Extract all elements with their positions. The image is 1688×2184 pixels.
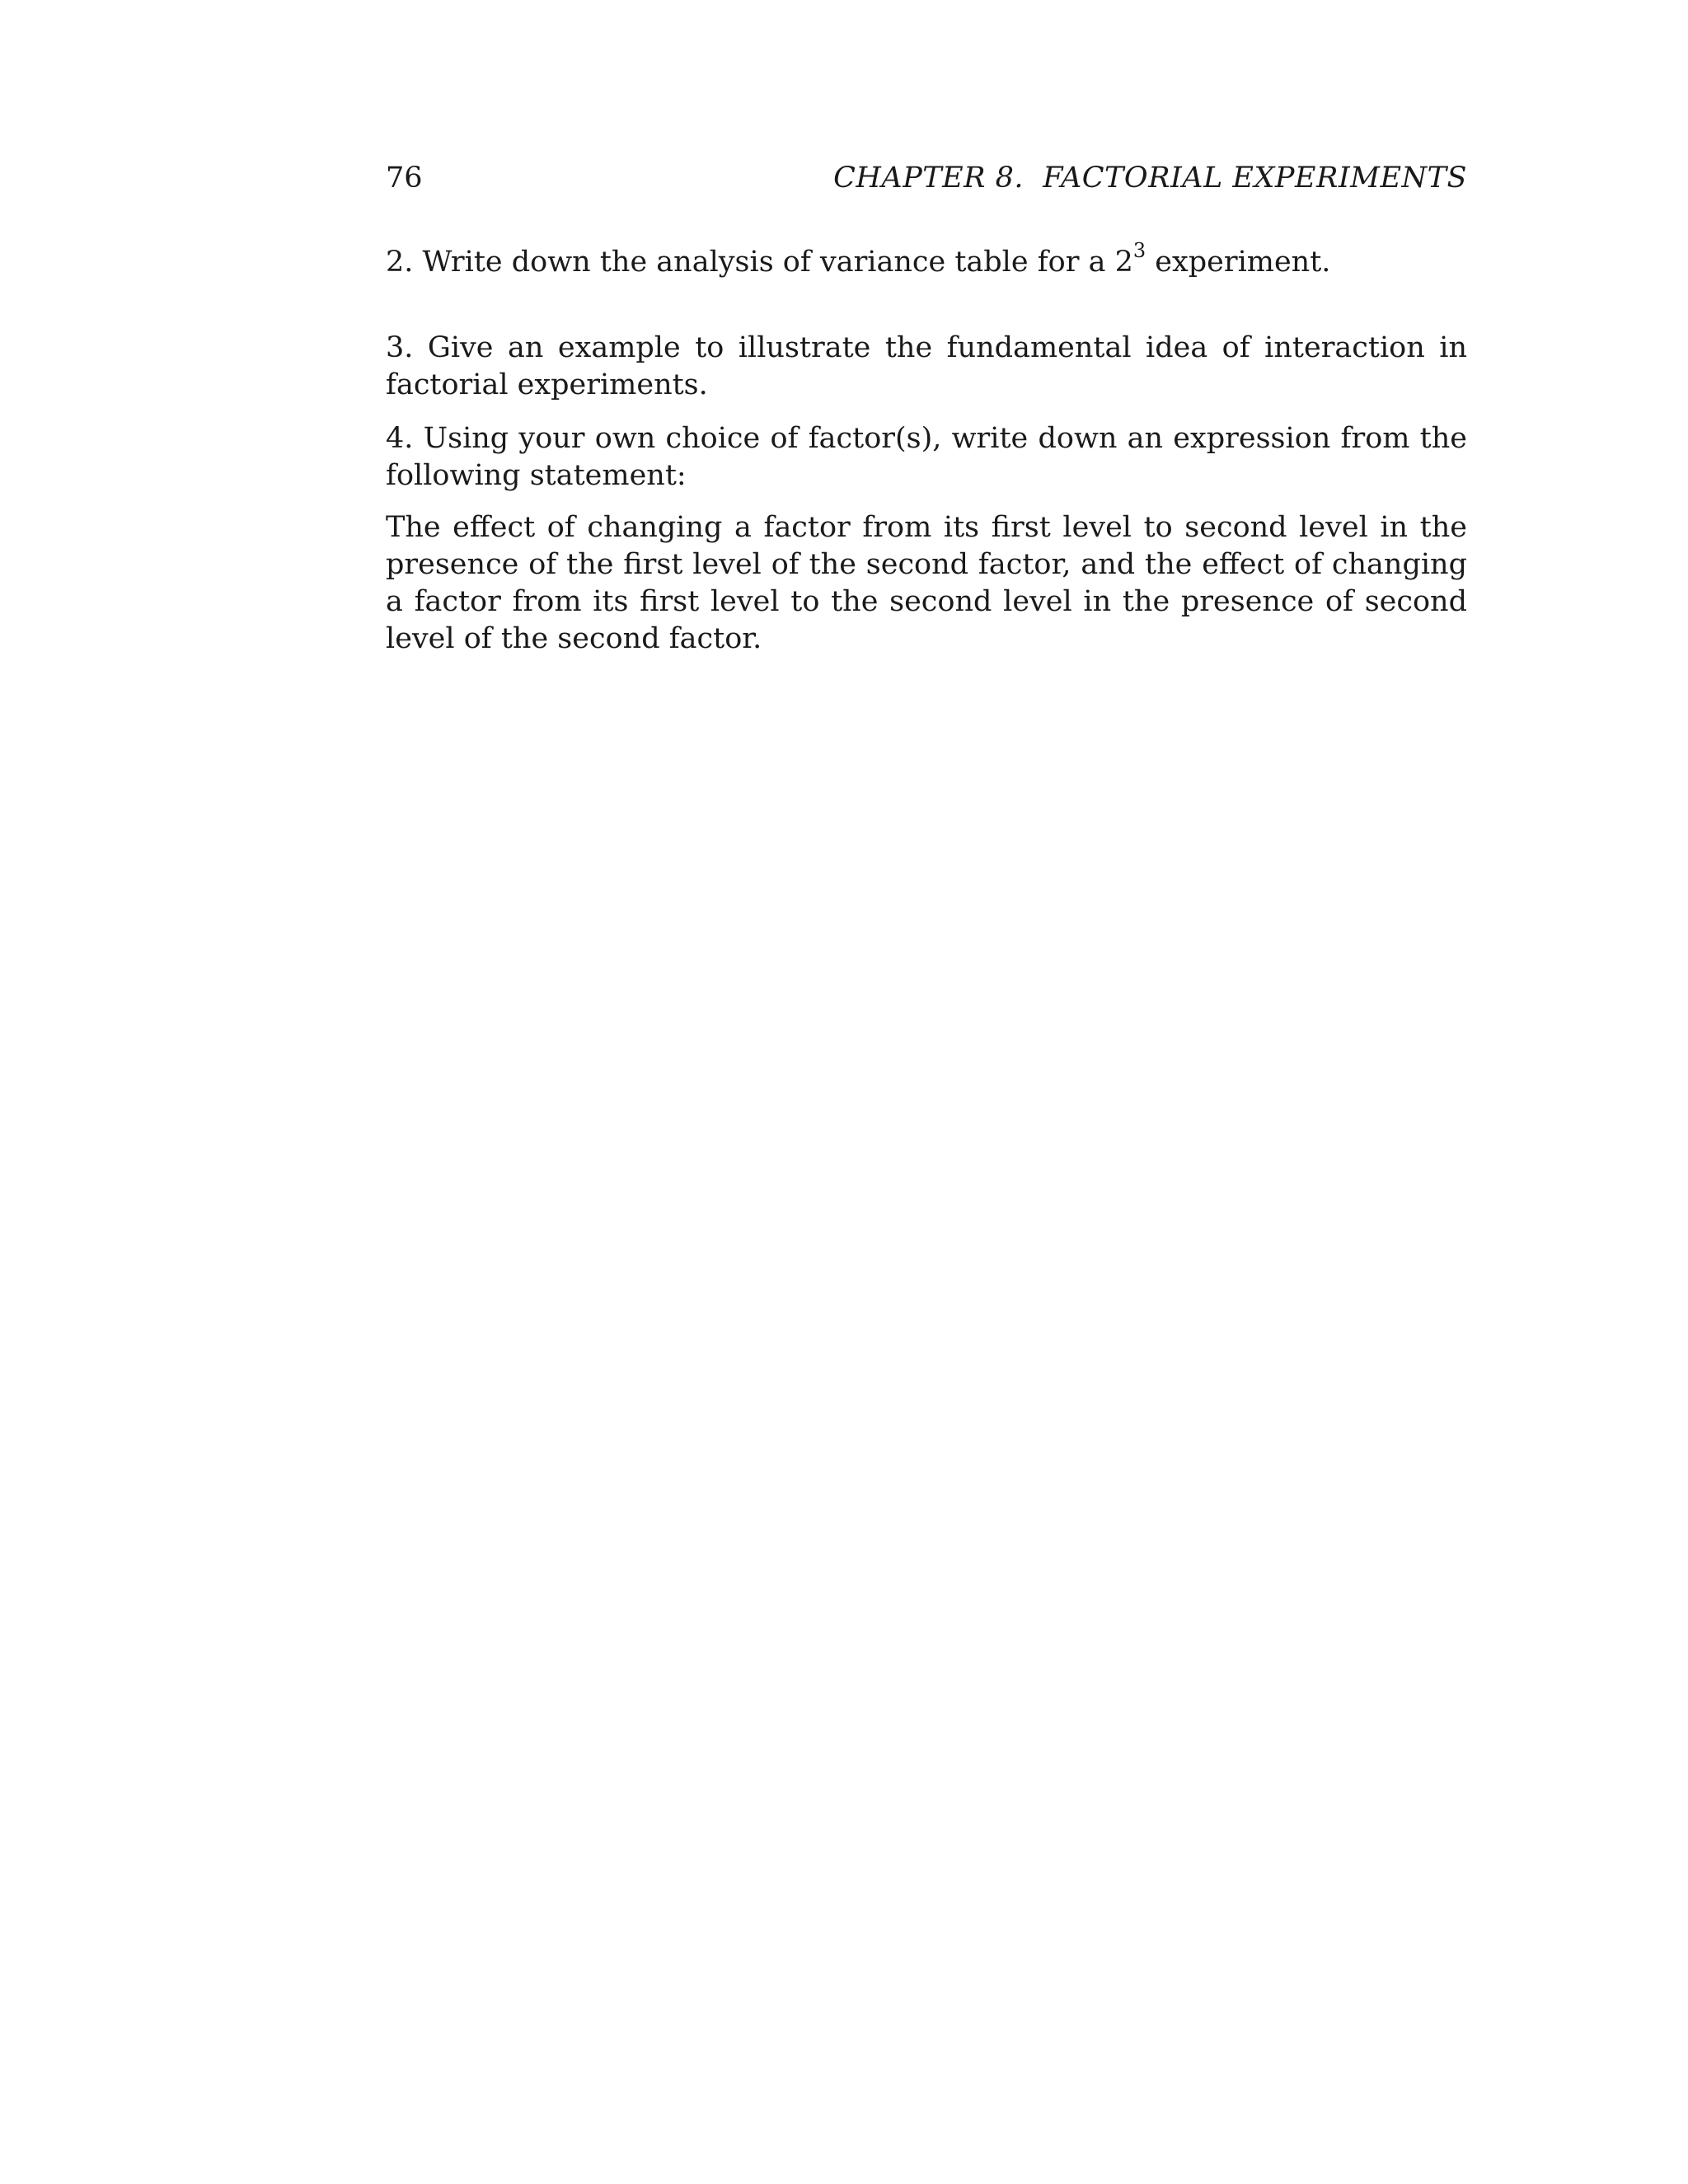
exercise-4: 4. Using your own choice of factor(s), write down an expression from the following statement: [386, 422, 1467, 492]
exercise-4-statement: The effect of changing a factor from its first level to second level in the presence of the first level of the second factor, and the effect of changing a factor from its first level to the second level in the presence of second level of the second factor. [386, 511, 1467, 655]
page-number: 76 [386, 162, 423, 194]
exercise-2-text: 2. Write down the analysis of variance table for a 2 [386, 246, 1133, 279]
exercise-2 [386, 239, 1467, 281]
page-header [386, 162, 1467, 201]
running-chapter-title: CHAPTER 8. FACTORIAL EXPERIMENTS [833, 162, 1467, 194]
exercise-3: 3. Give an example to illustrate the fundamental idea of interaction in factorial experiments. [386, 331, 1467, 401]
exercise-2-exponent: 3 [1132, 239, 1146, 263]
exercise-2-text-end: experiment. [1146, 246, 1331, 279]
